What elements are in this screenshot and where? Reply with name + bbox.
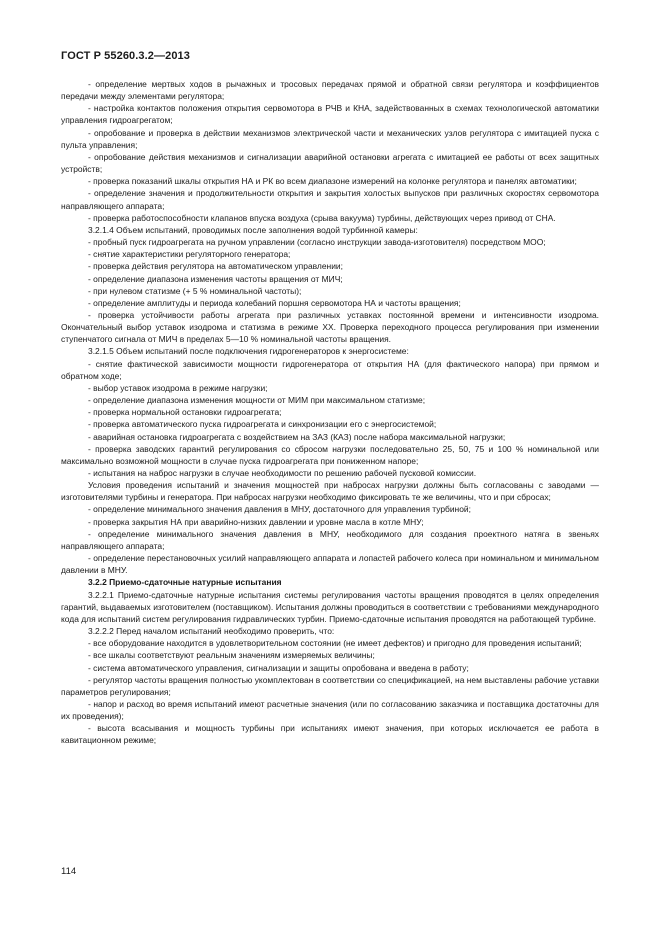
paragraph: - при нулевом статизме (+ 5 % номинальной частоты); [88,285,302,296]
paragraph: - испытания на наброс нагрузки в случае необходимости по решению рабочей пусковой комиссии. [88,468,477,478]
paragraph: - опробование и проверка в действии механизмов электрической части и механических узлов регулятора с имитацией пуска с пульта управления; [61,127,599,150]
paragraph: - проверка нормальной остановки гидроагрегата; [88,407,282,418]
paragraph: - определение минимального значения давления в МНУ, достаточного для управления турбиной; [88,504,471,515]
paragraph: - проверка автоматического пуска гидроагрегата и синхронизации его с энергосистемой; [88,419,437,430]
page-number: 114 [61,866,77,877]
paragraph: - определение амплитуды и периода колебаний поршня сервомотора НА и частоты вращения; [88,297,461,308]
paragraph: - проверка показаний шкалы открытия НА и РК во всем диапазоне измерений на колонке регулятора и панелях автоматики; [88,176,577,187]
paragraph: - регулятор частоты вращения полностью укомплектован в соответствии со спецификацией, на нем выставлены рабочие уставки параметров регулирования; [61,674,600,697]
paragraph: - настройка контактов положения открытия сервомотора в РЧВ и КНА, задействованных в схемах технологической автоматики управления гидроагрегатом; [61,103,599,126]
paragraph: - определение мертвых ходов в рычажных и тросовых передачах прямой и обратной связи регулятора и коэффициентов передачи между элементами регулятора; [61,79,599,102]
section-heading: 3.2.2 Приемо-сдаточные натурные испытания [88,577,282,588]
clause-3-2-1-4: 3.2.1.4 Объем испытаний, проводимых после заполнения водой турбинной камеры: [88,224,418,235]
paragraph: - определение значения и продолжительности открытия и закрытия холостых выпусков при различных скоростях сервомотора направляющего аппарата; [61,188,599,211]
paragraph: - снятие характеристики регуляторного генератора; [88,249,291,260]
paragraph: Условия проведения испытаний и значения мощностей при набросах нагрузки должны быть согласованы с заводами — изготовителями турбины и генератора. При набросах нагрузки необходимо фиксировать те же величины, что и при сбросах; [61,480,599,503]
paragraph: - высота всасывания и мощность турбины при испытаниях имеют значения, при которых исключается ее работа в кавитационном режиме; [61,723,599,746]
paragraph: - напор и расход во время испытаний имеют расчетные значения (или по согласованию заказчика и поставщика достаточны для их проведения); [61,698,599,722]
paragraph: - снятие фактической зависимости мощности гидрогенератора от открытия НА (для фактического напора) при прямом и обратном ходе; [61,358,599,381]
paragraph: - опробование действия механизмов и сигнализации аварийной остановки агрегата с имитацией ее работы от всех защитных устройств; [61,151,599,175]
clause-3-2-2-2: 3.2.2.2 Перед началом испытаний необходимо проверить, что: [88,626,335,637]
paragraph: - определение диапазона изменения частоты вращения от МИЧ; [88,273,343,284]
paragraph: - определение минимального значения давления в МНУ, необходимого для создания проектного натяга в звеньях направляющего аппарата; [61,528,599,551]
clause-3-2-2-1: 3.2.2.1 Приемо-сдаточные натурные испытания системы регулирования частоты вращения проводятся в целях определения гарантий, выдаваемых изготовителем (поставщиком). Испытания должны проводиться в соответствии с требованиями международного кода для испытаний систем регулирования гидравлических турбин. Приемо-сдаточные испытания проводятся на работающей турбине. [61,589,599,624]
paragraph: - проверка работоспособности клапанов впуска воздуха (срыва вакуума) турбины, действующих через привод от СНА. [88,212,556,223]
paragraph: - пробный пуск гидроагрегата на ручном управлении (согласно инструкции завода-изготовителя) посредством МОО; [88,237,546,248]
paragraph: - все оборудование находится в удовлетворительном состоянии (не имеет дефектов) и пригодно для проведения испытаний; [88,638,582,649]
paragraph: - выбор уставок изодрома в режиме нагрузки; [88,382,268,393]
paragraph: - определение перестановочных усилий направляющего аппарата и лопастей рабочего колеса при номинальном и минимальном давлении в МНУ. [61,553,599,576]
paragraph: - проверка закрытия НА при аварийно-низких давлении и уровне масла в котле МНУ; [88,516,424,527]
clause-3-2-1-5: 3.2.1.5 Объем испытаний после подключения гидрогенераторов к энергосистеме: [88,346,409,357]
paragraph: - проверка действия регулятора на автоматическом управлении; [88,261,343,272]
paragraph: - определение диапазона изменения мощности от МИМ при максимальном статизме; [88,395,426,406]
paragraph: - аварийная остановка гидроагрегата с воздействием на ЗАЗ (КАЗ) после набора максимальной нагрузки; [88,431,506,442]
paragraph: - система автоматического управления, сигнализации и защиты опробована и введена в работу; [88,662,469,673]
document-body [61,78,599,747]
standard-header: ГОСТ Р 55260.3.2—2013 [61,50,190,62]
paragraph: - все шкалы соответствуют реальным значениям измеряемых величины; [88,650,375,661]
paragraph: - проверка заводских гарантий регулирования со сбросом нагрузки последовательно 25, 50, 75 и 100 % номинальной или максимально возможной мощности в случае пуска гидроагрегата при пониженном напоре; [61,443,599,466]
paragraph: - проверка устойчивости работы агрегата при различных уставках постоянной времени и интенсивности изодрома. Окончательный выбор уставок изодрома и статизма в режиме ХХ. Проверка переходного процесса регулирования при изменении ступенчатого сигнала от МИЧ в пределах 5—10 % номинальной частоты вращения. [61,309,599,345]
